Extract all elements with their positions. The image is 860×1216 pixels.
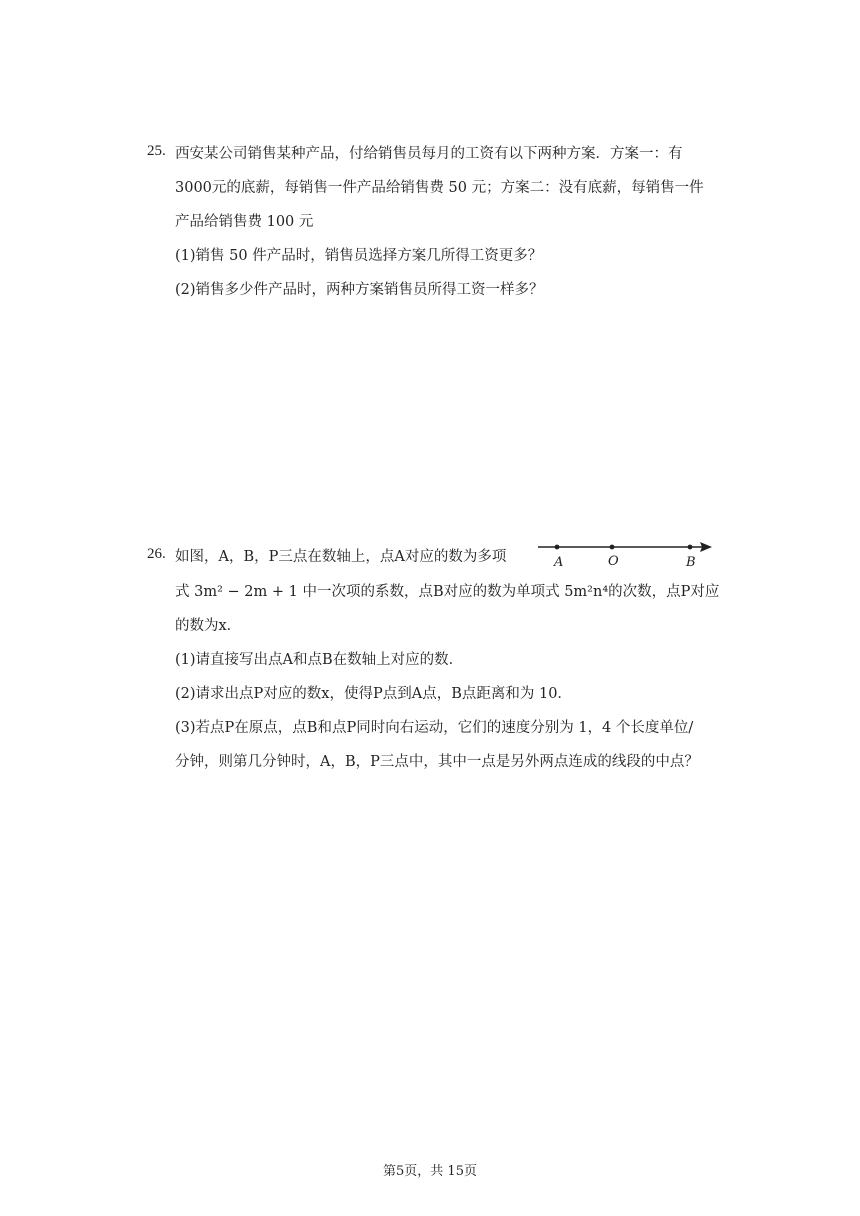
problem-25-line-2: 3000元的底薪，每销售一件产品给销售费 50 元；方案二：没有底薪，每销售一件 [175, 180, 704, 196]
problem-26-number: 26. [147, 546, 166, 562]
point-b-dot [688, 545, 693, 550]
problem-25-number: 25. [147, 143, 166, 159]
number-line-figure [530, 536, 720, 570]
problem-25-line-1: 西安某公司销售某种产品，付给销售员每月的工资有以下两种方案．方案一：有 [175, 146, 683, 162]
point-a-label: A [554, 555, 564, 570]
problem-26-line-3: 的数为x． [175, 618, 242, 634]
point-o-label: O [608, 554, 619, 569]
problem-26-line-1: 如图，A，B，P三点在数轴上，点A对应的数为多项 [175, 549, 507, 565]
point-b-label: B [686, 555, 696, 570]
page-footer: 第5页，共 15页 [383, 1164, 477, 1179]
problem-26-sub-2: (2)请求出点P对应的数x，使得P点到A点，B点距离和为 10． [175, 686, 572, 702]
point-o-dot [610, 545, 615, 550]
problem-25-line-3: 产品给销售费 100 元 [175, 214, 314, 230]
problem-25-sub-2: (2)销售多少件产品时，两种方案销售员所得工资一样多？ [175, 282, 544, 298]
problem-26-sub-1: (1)请直接写出点A和点B在数轴上对应的数． [175, 652, 464, 668]
problem-25-sub-1: (1)销售 50 件产品时，销售员选择方案几所得工资更多？ [175, 248, 543, 264]
problem-26-line-2: 式 3m² − 2m + 1 中一次项的系数，点B对应的数为单项式 5m²n⁴的次数，点P对应 [175, 584, 720, 600]
point-a-dot [555, 545, 560, 550]
problem-26-sub-3-line-2: 分钟，则第几分钟时，A，B，P三点中，其中一点是另外两点连成的线段的中点？ [175, 754, 699, 770]
problem-26-sub-3-line-1: (3)若点P在原点，点B和点P同时向右运动，它们的速度分别为 1，4 个长度单位/ [175, 720, 694, 736]
